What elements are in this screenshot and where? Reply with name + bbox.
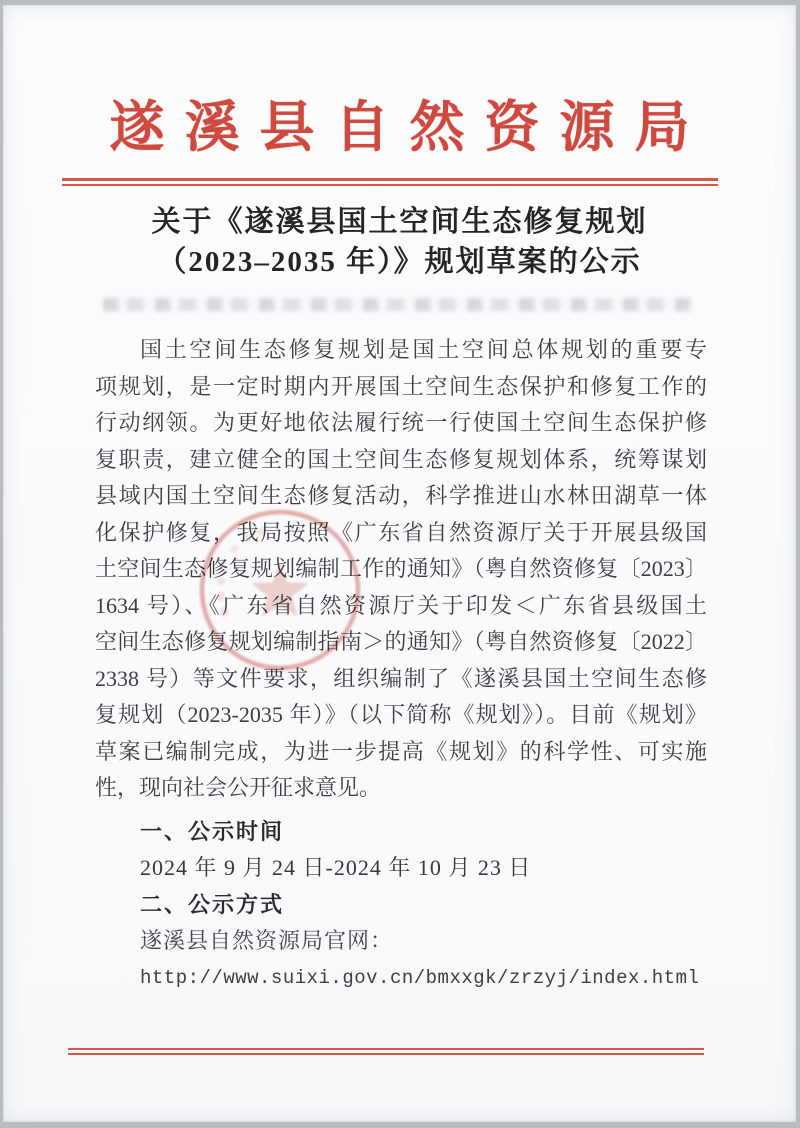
document-title: [3, 202, 796, 282]
body-line: 2338 号）等文件要求，组织编制了《遂溪县国土空间生态修: [95, 665, 707, 691]
body-line: 项规划，是一定时期内开展国土空间生态保护和修复工作的: [95, 373, 707, 399]
publicity-period: 2024 年 9 月 24 日-2024 年 10 月 23 日: [140, 855, 532, 880]
body-line: 复职责，建立健全的国土空间生态修复规划体系，统筹谋划: [95, 446, 707, 472]
body-line: 1634 号）、《广东省自然资源厅关于印发＜广东省县级国土: [95, 592, 707, 618]
publicity-url: http://www.suixi.gov.cn/bmxxgk/zrzyj/index.html: [140, 966, 700, 989]
body-line: 草案已编制完成，为进一步提高《规划》的科学性、可实施: [95, 738, 707, 764]
body-line: 县域内国土空间生态修复活动，科学推进山水林田湖草一体: [95, 483, 707, 508]
body-line: 国土空间生态修复规划是国土空间总体规划的重要专: [140, 337, 707, 362]
header-double-rule: [62, 178, 718, 186]
notice-body: [95, 332, 707, 996]
publicity-channel: 遂溪县自然资源局官网：: [140, 928, 394, 953]
body-line: 行动纲领。为更好地依法履行统一行使国土空间生态保护修: [95, 410, 707, 435]
publicity-info: [95, 814, 707, 997]
section-1-heading: 一、公示时间: [140, 818, 285, 844]
footer-double-rule: [68, 1048, 704, 1055]
bleed-through-artifact: [103, 298, 695, 311]
document-title-line-2: （2023–2035 年）》规划草案的公示: [157, 246, 642, 278]
section-2-heading: 二、公示方式: [140, 891, 285, 917]
body-line: 性，现向社会公开征求意见。: [95, 775, 382, 800]
body-line: 空间生态修复规划编制指南＞的通知》（粤自然资修复〔2022〕: [95, 629, 707, 654]
document-title-line-1: 关于《遂溪县国土空间生态修复规划: [151, 206, 648, 238]
body-line: 复规划（2023-2035 年）》（以下简称《规划》）。目前《规划》: [95, 702, 707, 727]
body-line: 土空间生态修复规划编制工作的通知》（粤自然资修复〔2023〕: [95, 556, 707, 581]
agency-letterhead-title: 遂溪县自然资源局: [109, 97, 710, 158]
document-page: [3, 5, 796, 1122]
body-line: 化保护修复，我局按照《广东省自然资源厅关于开展县级国: [95, 519, 707, 545]
